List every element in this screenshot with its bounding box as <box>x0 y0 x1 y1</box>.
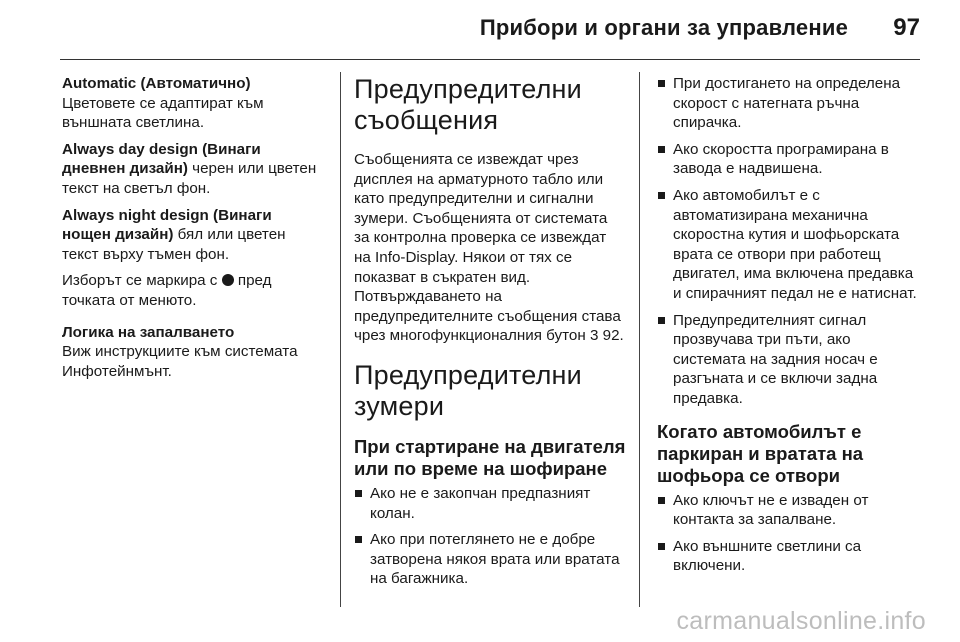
ignition-text: Виж инструкциите към системата Инфотейнмънт. <box>62 343 298 380</box>
list-item: Ако не е закопчан предпазният колан. <box>354 484 626 523</box>
square-bullet-icon <box>658 543 665 550</box>
list-item: Ако скоростта програмирана в завода е надвишена. <box>657 140 923 179</box>
column-2 <box>354 74 626 596</box>
header-divider <box>60 59 920 60</box>
square-bullet-icon <box>355 536 362 543</box>
night-design-label: Always night design (Винаги нощен дизайн) <box>62 206 272 244</box>
marker-text-before: Изборът се маркира с <box>62 272 222 290</box>
column-divider-1 <box>340 72 341 607</box>
list-item: Ако автомобилът е с автоматизирана механична скоростна кутия и шофьорската врата се отвори при работещ двигател, има включена предавка и спирачният педал не е натиснат. <box>657 186 923 304</box>
automatic-label: Automatic (Автоматично) <box>62 75 251 92</box>
warnings-text: Съобщенията се извеждат чрез дисплея на арматурното табло или като предупредителни и сигнални зумери. Съобщенията от системата за контролна проверка се извеждат на Info-Display. Някои от тях се показват в съкратен вид. Потвърждаването на предупредителните съобщения става чрез многофункционалния бутон <box>354 151 621 345</box>
page-title: Прибори и органи за управление <box>479 15 848 40</box>
buzzer-conditions-list <box>657 74 923 409</box>
night-design-paragraph <box>62 206 324 265</box>
parked-list <box>657 491 923 576</box>
list-item: Ако външните светлини са включени. <box>657 537 923 576</box>
buzzers-heading: Предупредителни зумери <box>354 359 582 421</box>
day-design-text: черен или цветен текст на светъл фон. <box>62 160 317 197</box>
square-bullet-icon <box>658 497 665 504</box>
list-item: При достигането на определена скорост с натегната ръчна спирачка. <box>657 74 923 133</box>
page-reference: 3 92. <box>589 327 624 345</box>
automatic-text: Цветовете се адаптират към външната светлина. <box>62 94 264 132</box>
column-1 <box>62 74 324 388</box>
filled-circle-icon <box>222 274 234 286</box>
watermark: carmanualsonline.info <box>676 607 926 635</box>
page-header <box>0 0 960 62</box>
square-bullet-icon <box>658 192 665 199</box>
square-bullet-icon <box>658 146 665 153</box>
warnings-paragraph <box>354 150 626 346</box>
square-bullet-icon <box>658 80 665 87</box>
driving-heading: При стартиране на двигателя или по време на шофиране <box>354 435 626 479</box>
day-design-label: Always day design (Винаги дневнен дизайн) <box>62 140 261 178</box>
warnings-heading: Предупредителни съобщения <box>354 74 582 135</box>
list-item: Ако при потеглянето не е добре затворена някоя врата или вратата на багажника. <box>354 530 626 589</box>
column-3 <box>657 74 923 583</box>
ignition-heading: Логика на запалването <box>62 323 235 341</box>
list-item: Ако ключът не е изваден от контакта за запалване. <box>657 491 923 530</box>
parked-heading: Когато автомобилът е паркиран и вратата на шофьора се отвори <box>657 420 864 486</box>
day-design-paragraph <box>62 140 324 199</box>
page-number: 97 <box>893 14 920 41</box>
square-bullet-icon <box>355 490 362 497</box>
column-divider-2 <box>639 72 640 607</box>
square-bullet-icon <box>658 317 665 324</box>
automatic-paragraph <box>62 74 324 133</box>
driving-list <box>354 484 626 589</box>
list-item: Предупредителният сигнал прозвучава три пъти, ако системата на задния носач е разгъната и се включи задна предавка. <box>657 311 923 409</box>
night-design-text: бял или цветен текст върху тъмен фон. <box>62 226 286 263</box>
marker-text-after: пред точката от менюто. <box>62 272 272 309</box>
selection-marker-paragraph <box>62 271 324 310</box>
